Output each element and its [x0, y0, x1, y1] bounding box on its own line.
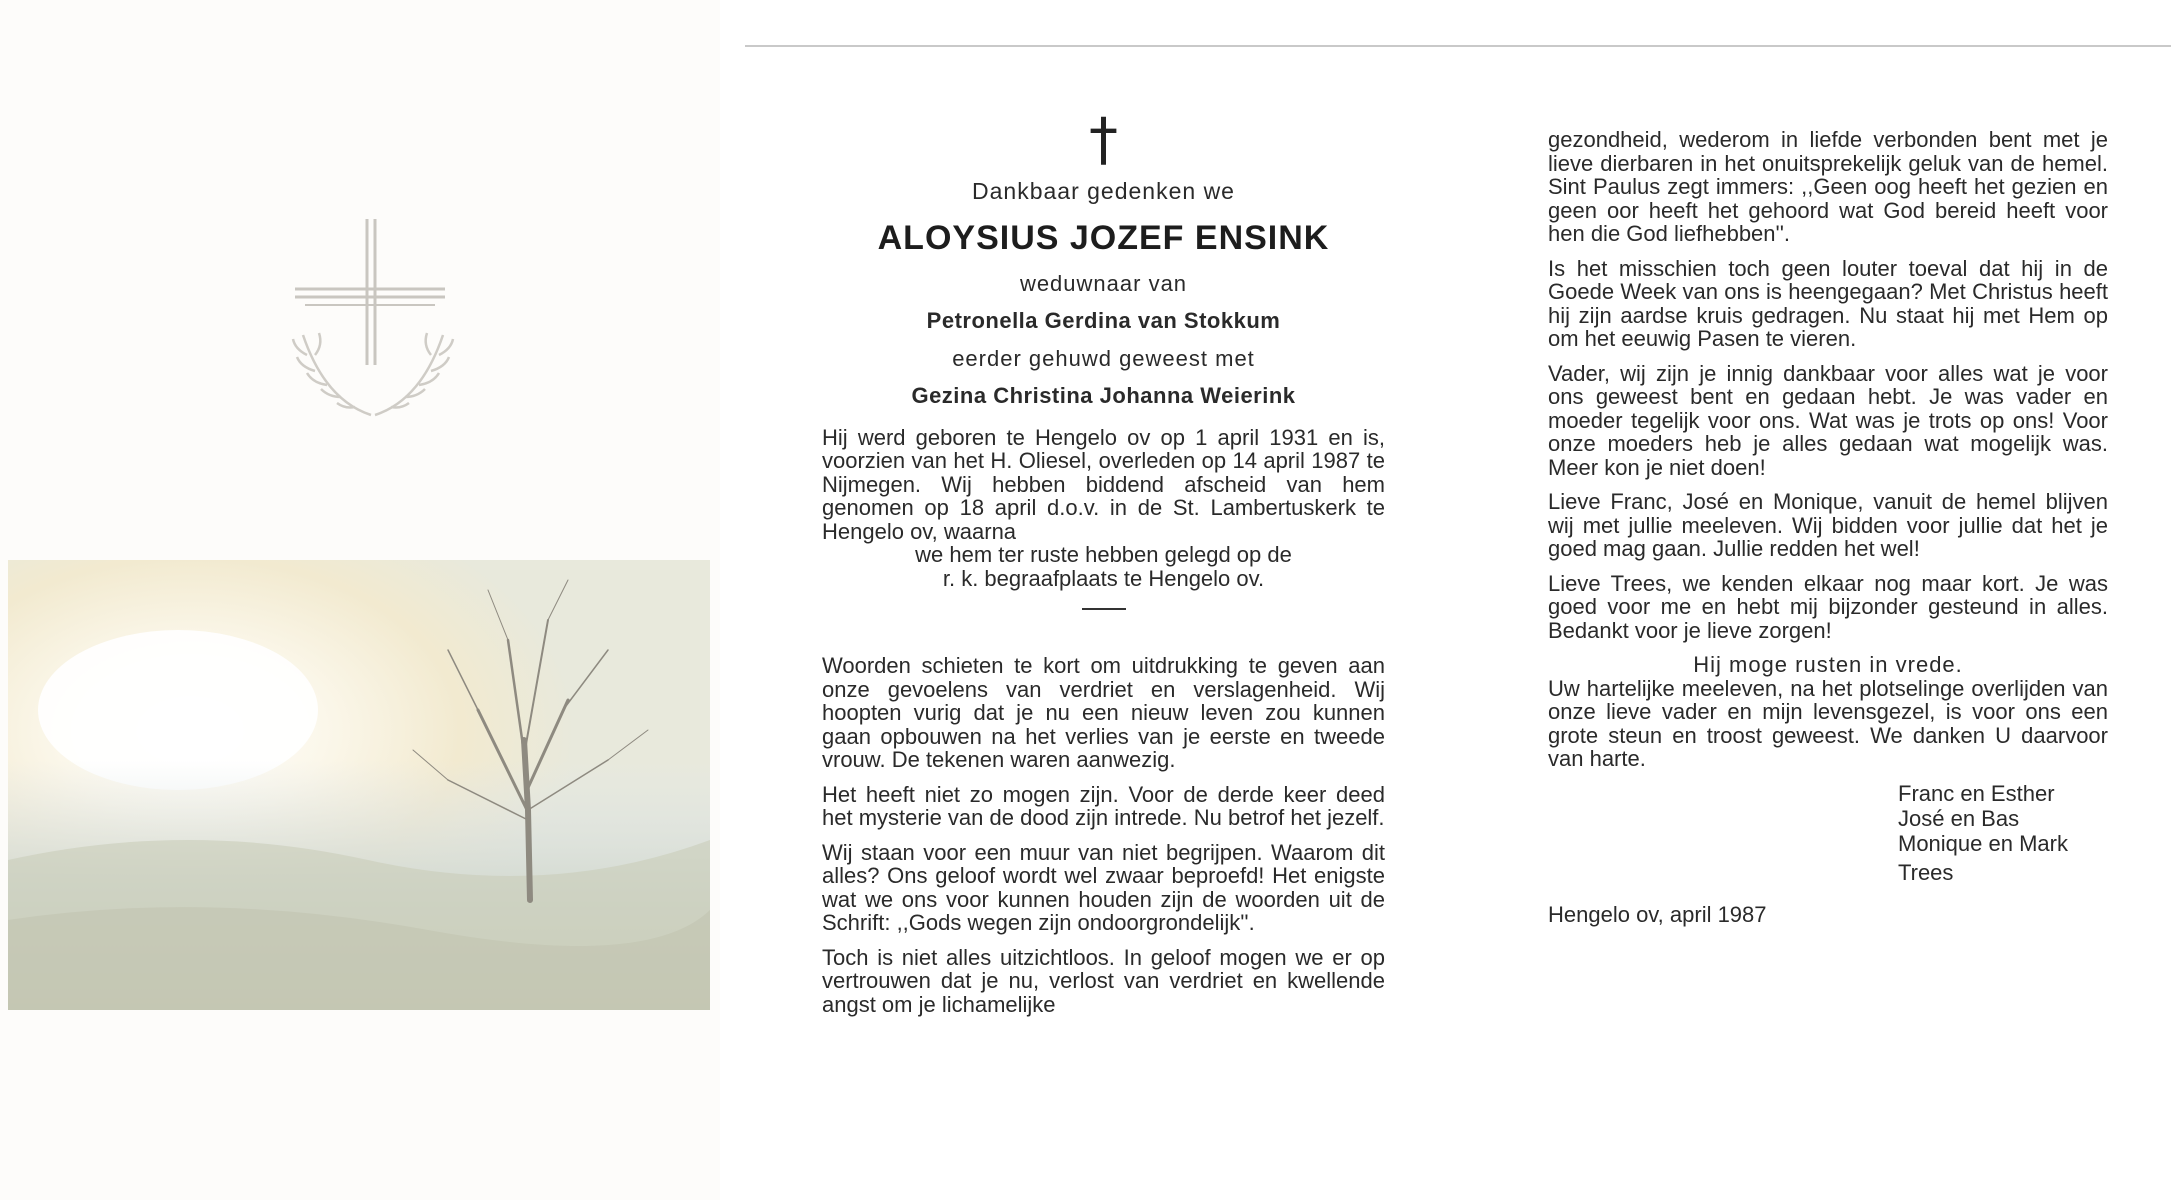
- right-column: [1548, 128, 2108, 926]
- paragraph: Vader, wij zijn je innig dankbaar voor alles wat je voor ons geweest bent en gedaan hebt. Je was vader en moeder tegelijk voor ons. Wat was je trots op ons! Voor onze moeders heb je alles gedaan wat mogelijk was. Meer kon je niet doen!: [1548, 360, 2108, 480]
- paragraph: Is het misschien toch geen louter toeval dat hij in de Goede Week van ons is heengegaan? Met Christus heeft hij zijn aardse kruis gedragen. Nu staat hij met Hem op om het eeuwig Pasen te vieren.: [1548, 255, 2108, 351]
- biography: [822, 426, 1385, 591]
- paragraph: Lieve Trees, we kenden elkaar nog maar kort. Je was goed voor me en hebt mij bijzonder gesteund in alles. Bedankt voor je lieve zorgen!: [1548, 570, 2108, 643]
- second-spouse-name: Gezina Christina Johanna Weierink: [911, 383, 1296, 408]
- middle-column: [822, 105, 1385, 1027]
- cross-icon: †: [1089, 105, 1118, 173]
- deceased-name: ALOYSIUS JOZEF ENSINK: [877, 218, 1330, 257]
- biography-text: Hij werd geboren te Hengelo ov op 1 april 1931 en is, voorzien van het H. Oliesel, overleden op 14 april 1987 te Nijmegen. Wij hebben biddend afscheid van hem genomen op 18 april d.o.v. in de St. Lambertuskerk te Hengelo ov, waarna: [822, 424, 1385, 544]
- rest-in-peace-line: Hij moge rusten in vrede.: [1693, 652, 1963, 677]
- misty-tree-landscape-icon: [8, 560, 710, 1010]
- signature-line: José en Bas: [1898, 805, 2020, 831]
- paragraph: Wij staan voor een muur van niet begrijpen. Waarom dit alles? Ons geloof wordt wel zwaar beproefd! Het enigste wat we ons voor kunnen houden zijn de woorden uit de Schrift: ,,Gods wegen zijn ondoorgrondelijk''.: [822, 839, 1385, 935]
- paragraph: Woorden schieten te kort om uitdrukking te geven aan onze gevoelens van verdriet en verslagenheid. Wij hoopten vurig dat je nu een nieuw leven zou kunnen gaan opbouwen na het verlies van je eerste en tweede vrouw. De tekenen waren aanwezig.: [822, 653, 1385, 772]
- signature-line: Trees: [1898, 859, 1954, 885]
- separator-rule: [1082, 608, 1126, 610]
- card-fold-line: [745, 45, 2171, 47]
- signature-line: Franc en Esther: [1898, 780, 2055, 806]
- biography-line: r. k. begraafplaats te Hengelo ov.: [942, 565, 1265, 591]
- place-date: Hengelo ov, april 1987: [1548, 901, 1767, 927]
- paragraph: Toch is niet alles uitzichtloos. In geloof mogen we er op vertrouwen dat je nu, verlost van verdriet en kwellende angst om je lichamelijke: [822, 944, 1385, 1017]
- widower-of-line: weduwnaar van: [1019, 270, 1188, 296]
- paragraph: gezondheid, wederom in liefde verbonden bent met je lieve dierbaren in het onuitsprekelijk geluk van de hemel. Sint Paulus zegt immers: ,,Geen oog heeft het gezien en geen oor heeft het gehoord wat God bereid heeft voor hen die God liefhebben''.: [1548, 127, 2108, 246]
- card-front: [0, 0, 720, 1200]
- first-spouse-name: Petronella Gerdina van Stokkum: [926, 308, 1281, 333]
- biography-line: we hem ter ruste hebben gelegd op de: [915, 542, 1292, 567]
- signatures: [1898, 782, 2108, 885]
- paragraph: Het heeft niet zo mogen zijn. Voor de derde keer deed het mysterie van de dood zijn intrede. Nu betrof het jezelf.: [822, 781, 1385, 830]
- cross-with-palm-branches-icon: [285, 215, 460, 430]
- earlier-married-line: eerder gehuwd geweest met: [952, 345, 1255, 371]
- thanks-paragraph: Uw hartelijke meeleven, na het plotselinge overlijden van onze lieve vader en mijn levensgezel, is voor ons een grote steun en troost geweest. We danken U daarvoor van harte.: [1548, 675, 2108, 771]
- remember-line: Dankbaar gedenken we: [972, 178, 1235, 204]
- signature-line: Monique en Mark: [1898, 830, 2068, 856]
- paragraph: Lieve Franc, José en Monique, vanuit de hemel blijven wij met jullie meeleven. Wij bidden voor jullie dat het je goed mag gaan. Jullie redden het wel!: [1548, 489, 2108, 561]
